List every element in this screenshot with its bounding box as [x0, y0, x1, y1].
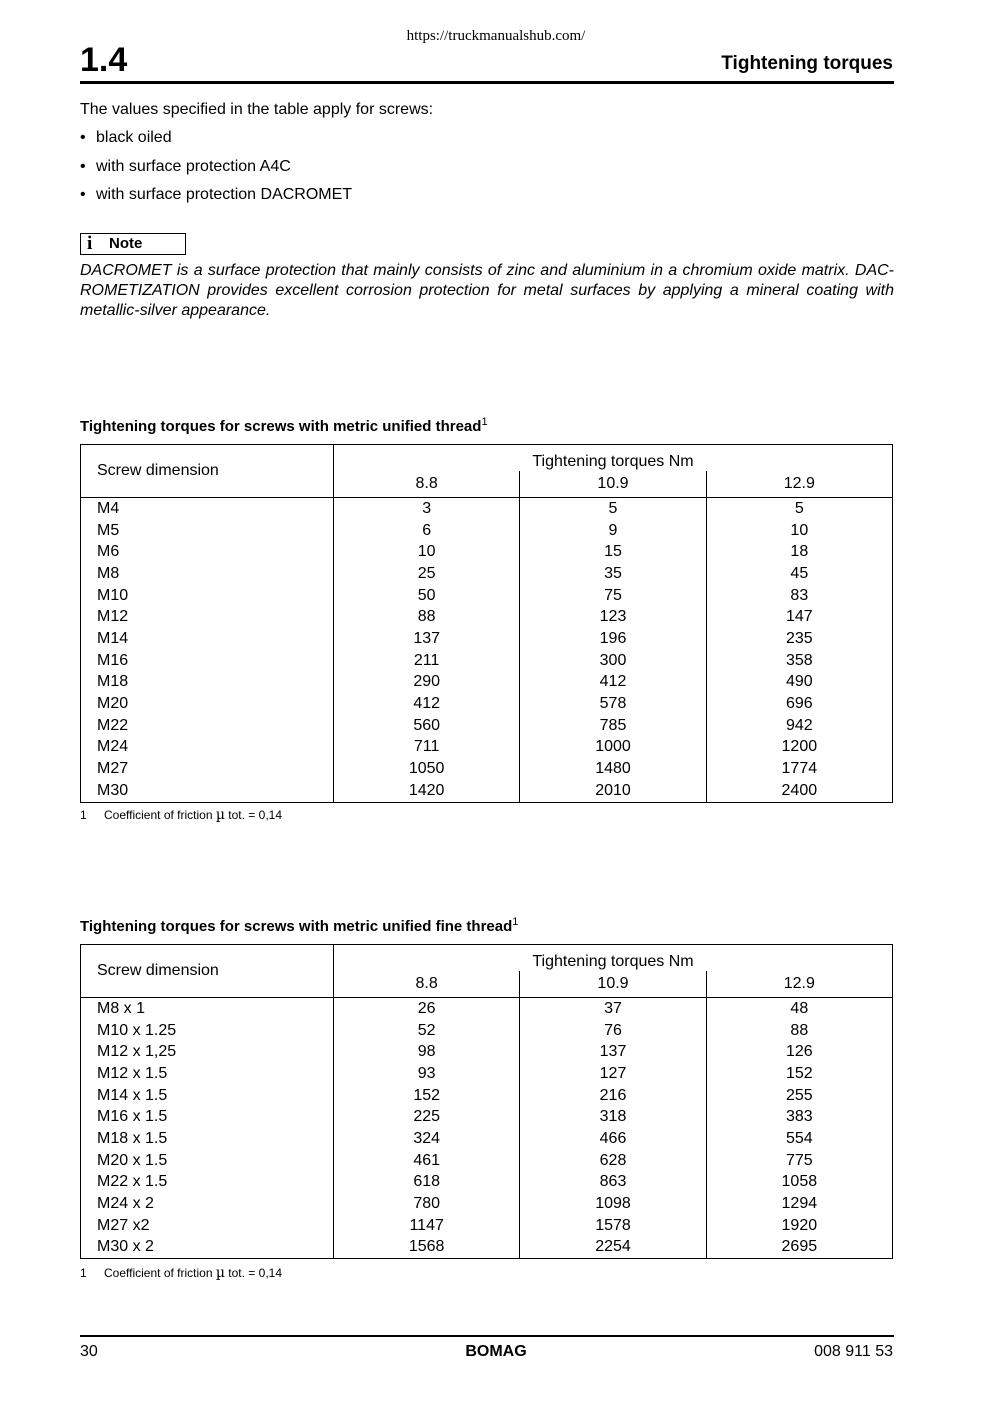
- table-row: [81, 1128, 893, 1150]
- cell-torque-value: 863: [520, 1172, 706, 1194]
- cell-screw-dimension: M30: [81, 780, 334, 802]
- cell-torque-value: 290: [413, 673, 441, 691]
- table-row: [81, 1041, 893, 1063]
- cell-torque-value: 9: [520, 520, 706, 542]
- cell-torque-value: 18: [706, 541, 892, 563]
- footnote-reference: 1: [512, 916, 519, 928]
- cell-torque-value: 255: [706, 1085, 892, 1107]
- note-label: Note: [109, 235, 143, 252]
- cell-torque-value: 412: [520, 672, 706, 694]
- cell-torque-value: 152: [706, 1063, 892, 1085]
- list-item: • black oiled: [80, 129, 172, 146]
- table-header-row: [81, 445, 893, 472]
- cell-screw-dimension: M14 x 1.5: [81, 1085, 334, 1107]
- note-heading: [80, 233, 186, 255]
- cell-torque-value: 1058: [706, 1172, 892, 1194]
- cell-torque-value: 2010: [520, 780, 706, 802]
- table-title-text: Tightening torques for screws with metric unified thread: [80, 418, 482, 435]
- cell-torque-value: 35: [520, 563, 706, 585]
- cell-screw-dimension: M24: [81, 737, 334, 759]
- cell-torque-value: 1200: [706, 737, 892, 759]
- table-row: [81, 1237, 893, 1259]
- intro-text: The values specified in the table apply for screws:: [80, 101, 434, 118]
- table-row: [81, 672, 893, 694]
- table-row: [81, 737, 893, 759]
- table-row: [81, 1193, 893, 1215]
- table-row: [81, 563, 893, 585]
- table-footnote: [80, 1266, 282, 1280]
- cell-torque-value: 780: [413, 1195, 441, 1213]
- cell-screw-dimension: M20 x 1.5: [81, 1150, 334, 1172]
- brand-name: BOMAG: [465, 1343, 527, 1360]
- footnote-number: 1: [80, 808, 87, 822]
- cell-torque-value: 5: [706, 498, 892, 520]
- table-row: [81, 1150, 893, 1172]
- cell-torque-value: 1920: [706, 1215, 892, 1237]
- list-item: • with surface protection A4C: [80, 157, 291, 175]
- cell-torque-value: 52: [417, 1021, 436, 1039]
- screw-type-list: [80, 129, 894, 215]
- cell-torque-value: 318: [520, 1106, 706, 1128]
- cell-torque-value: 1774: [706, 758, 892, 780]
- cell-torque-value: 50: [417, 586, 436, 604]
- table-row: [81, 541, 893, 563]
- torque-table: [80, 444, 893, 803]
- bullet-icon: •: [80, 129, 86, 146]
- section-number: 1.4: [80, 41, 128, 79]
- cell-screw-dimension: M27: [81, 758, 334, 780]
- cell-torque-value: 618: [413, 1173, 441, 1191]
- footnote-reference: 1: [481, 416, 488, 428]
- cell-torque-value: 1294: [706, 1193, 892, 1215]
- cell-torque-value: 123: [520, 606, 706, 628]
- cell-torque-value: 75: [520, 585, 706, 607]
- bullet-icon: •: [80, 186, 86, 203]
- note-text: DACROMET is a surface protection that mainly consists of zinc and aluminium in a chromium oxide matrix. DAC-ROMETIZATION provides excellent corrosion protection for metal surfaces by applying a mineral coating with metallic-silver appearance.: [80, 262, 894, 319]
- cell-screw-dimension: M24 x 2: [81, 1193, 334, 1215]
- cell-torque-value: 88: [706, 1020, 892, 1042]
- column-header-grade: 10.9: [520, 971, 706, 998]
- cell-screw-dimension: M18: [81, 672, 334, 694]
- cell-torque-value: 6: [422, 521, 432, 539]
- cell-screw-dimension: M12 x 1.5: [81, 1063, 334, 1085]
- cell-screw-dimension: M22: [81, 715, 334, 737]
- table-row: [81, 498, 893, 520]
- cell-screw-dimension: M22 x 1.5: [81, 1172, 334, 1194]
- table-row: [81, 606, 893, 628]
- cell-screw-dimension: M10: [81, 585, 334, 607]
- cell-torque-value: 76: [520, 1020, 706, 1042]
- cell-screw-dimension: M16: [81, 650, 334, 672]
- cell-torque-value: 10: [706, 520, 892, 542]
- cell-torque-value: 45: [706, 563, 892, 585]
- cell-screw-dimension: M16 x 1.5: [81, 1106, 334, 1128]
- cell-torque-value: 235: [706, 628, 892, 650]
- cell-torque-value: 26: [417, 999, 436, 1017]
- column-group-header: Tightening torques Nm: [334, 445, 893, 472]
- cell-torque-value: 137: [413, 629, 441, 647]
- cell-torque-value: 358: [706, 650, 892, 672]
- cell-torque-value: 25: [417, 564, 436, 582]
- table-row: [81, 998, 893, 1020]
- column-header-grade: 8.8: [334, 471, 520, 498]
- torque-table: [80, 944, 893, 1259]
- cell-torque-value: 211: [413, 651, 440, 669]
- cell-screw-dimension: M27 x2: [81, 1215, 334, 1237]
- column-header-grade: 12.9: [706, 471, 892, 498]
- cell-torque-value: 942: [706, 715, 892, 737]
- cell-torque-value: 461: [413, 1151, 441, 1169]
- cell-torque-value: 554: [706, 1128, 892, 1150]
- cell-torque-value: 5: [520, 498, 706, 520]
- table-row: [81, 1215, 893, 1237]
- cell-torque-value: 216: [520, 1085, 706, 1107]
- footer-rule: [80, 1335, 894, 1337]
- cell-torque-value: 83: [706, 585, 892, 607]
- cell-torque-value: 37: [520, 998, 706, 1020]
- cell-torque-value: 490: [706, 672, 892, 694]
- footnote-symbol: µ: [215, 1265, 225, 1281]
- cell-torque-value: 2400: [706, 780, 892, 802]
- cell-screw-dimension: M6: [81, 541, 334, 563]
- table-row: [81, 520, 893, 542]
- cell-torque-value: 3: [422, 499, 432, 517]
- table-footnote: [80, 808, 282, 822]
- list-item: • with surface protection DACROMET: [80, 186, 353, 203]
- cell-torque-value: 324: [413, 1129, 441, 1147]
- footnote-number: 1: [80, 1266, 87, 1280]
- cell-torque-value: 15: [520, 541, 706, 563]
- table-header-row: [81, 945, 893, 972]
- cell-torque-value: 152: [413, 1086, 441, 1104]
- column-header-screw-dimension: Screw dimension: [81, 945, 334, 998]
- cell-torque-value: 1480: [520, 758, 706, 780]
- footnote-text: Coefficient of friction: [104, 1266, 213, 1280]
- cell-torque-value: 578: [520, 693, 706, 715]
- table-row: [81, 693, 893, 715]
- table-row: [81, 1063, 893, 1085]
- cell-torque-value: 775: [706, 1150, 892, 1172]
- cell-screw-dimension: M5: [81, 520, 334, 542]
- cell-torque-value: 300: [520, 650, 706, 672]
- cell-torque-value: 1098: [520, 1193, 706, 1215]
- cell-torque-value: 137: [520, 1041, 706, 1063]
- cell-torque-value: 147: [706, 606, 892, 628]
- cell-screw-dimension: M4: [81, 498, 334, 520]
- header-rule: [80, 81, 894, 84]
- cell-torque-value: 1000: [520, 737, 706, 759]
- cell-torque-value: 196: [520, 628, 706, 650]
- column-header-grade: 10.9: [520, 471, 706, 498]
- cell-screw-dimension: M18 x 1.5: [81, 1128, 334, 1150]
- table-row: [81, 1172, 893, 1194]
- cell-torque-value: 48: [706, 998, 892, 1020]
- bullet-icon: •: [80, 157, 86, 175]
- column-header-screw-dimension: Screw dimension: [81, 445, 334, 498]
- cell-torque-value: 383: [706, 1106, 892, 1128]
- footnote-text: Coefficient of friction: [104, 808, 213, 822]
- footnote-text: tot. = 0,14: [228, 808, 283, 822]
- cell-torque-value: 10: [417, 543, 436, 561]
- info-icon: i: [87, 233, 93, 254]
- table-title: [80, 912, 518, 937]
- cell-torque-value: 1420: [334, 780, 520, 802]
- cell-screw-dimension: M8 x 1: [81, 998, 334, 1020]
- page-number: 30: [80, 1343, 98, 1360]
- table-row: [81, 1106, 893, 1128]
- cell-torque-value: 560: [413, 716, 441, 734]
- column-header-grade: 8.8: [334, 971, 520, 998]
- column-header-grade: 12.9: [706, 971, 892, 998]
- cell-screw-dimension: M20: [81, 693, 334, 715]
- cell-torque-value: 1568: [334, 1237, 520, 1259]
- cell-torque-value: 2695: [706, 1237, 892, 1259]
- cell-torque-value: 466: [520, 1128, 706, 1150]
- document-number: 008 911 53: [814, 1343, 893, 1360]
- table-row: [81, 758, 893, 780]
- cell-torque-value: 1578: [520, 1215, 706, 1237]
- cell-torque-value: 127: [520, 1063, 706, 1085]
- cell-torque-value: 126: [706, 1041, 892, 1063]
- table-title: [80, 412, 488, 437]
- cell-torque-value: 98: [417, 1043, 436, 1061]
- footnote-symbol: µ: [215, 807, 225, 823]
- cell-torque-value: 93: [417, 1064, 436, 1082]
- cell-screw-dimension: M8: [81, 563, 334, 585]
- table-row: [81, 1020, 893, 1042]
- cell-screw-dimension: M14: [81, 628, 334, 650]
- cell-torque-value: 785: [520, 715, 706, 737]
- source-url: https://truckmanualshub.com/: [406, 28, 586, 44]
- cell-torque-value: 1147: [409, 1216, 444, 1234]
- cell-torque-value: 2254: [520, 1237, 706, 1259]
- table-row: [81, 780, 893, 802]
- table-row: [81, 585, 893, 607]
- column-group-header: Tightening torques Nm: [334, 945, 893, 972]
- footnote-text: tot. = 0,14: [228, 1266, 283, 1280]
- table-title-text: Tightening torques for screws with metric unified fine thread: [80, 918, 513, 935]
- table-row: [81, 1085, 893, 1107]
- cell-torque-value: 628: [520, 1150, 706, 1172]
- cell-screw-dimension: M10 x 1.25: [81, 1020, 334, 1042]
- cell-screw-dimension: M12: [81, 606, 334, 628]
- cell-screw-dimension: M30 x 2: [81, 1237, 334, 1259]
- cell-screw-dimension: M12 x 1,25: [81, 1041, 334, 1063]
- section-title: Tightening torques: [721, 53, 893, 74]
- table-row: [81, 650, 893, 672]
- cell-torque-value: 412: [413, 695, 441, 713]
- cell-torque-value: 88: [417, 608, 436, 626]
- cell-torque-value: 225: [413, 1108, 441, 1126]
- cell-torque-value: 696: [706, 693, 892, 715]
- cell-torque-value: 711: [413, 738, 440, 756]
- table-row: [81, 715, 893, 737]
- cell-torque-value: 1050: [408, 760, 445, 778]
- table-row: [81, 628, 893, 650]
